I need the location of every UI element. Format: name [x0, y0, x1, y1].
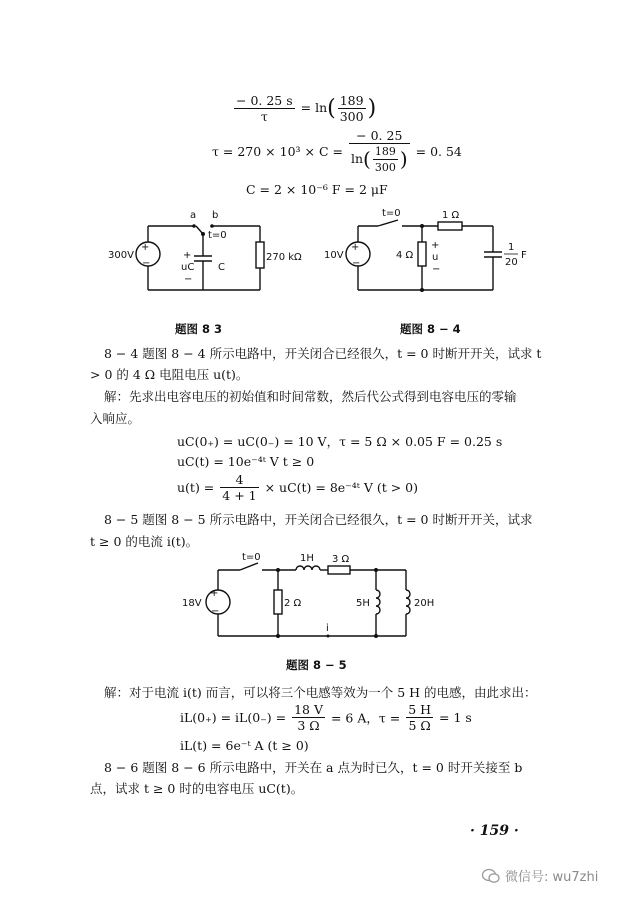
fig85-source-minus: −	[211, 606, 220, 617]
fig84-u-label: u	[432, 252, 439, 263]
eq2-inner-denominator: 300	[374, 161, 396, 174]
solution-8-4-line2: 入响应。	[90, 411, 141, 426]
fig85-switch-time: t=0	[242, 552, 261, 563]
sol85-num1: 18 V	[294, 702, 323, 717]
eqc-lhs: u(t) =	[177, 480, 215, 495]
fig85-source-label: 18V	[182, 598, 202, 609]
fig84-source-minus: −	[352, 258, 361, 269]
eqc-den: 4 + 1	[222, 488, 257, 503]
fig84-u-minus: −	[432, 264, 441, 275]
problem-8-4-line2: > 0 的 4 Ω 电阻电压 u(t)。	[90, 367, 249, 382]
fig84-res-series: 1 Ω	[442, 210, 460, 221]
fig83-switch-time: t=0	[208, 230, 227, 241]
figure-8-5	[178, 552, 448, 647]
figure-8-4	[318, 206, 553, 304]
solution-8-5-line1: 解：对于电流 i(t) 而言，可以将三个电感等效为一个 5 H 的电感，由此求出：	[104, 685, 537, 700]
solution-8-4-line1: 解：先求出电容电压的初始值和时间常数，然后代公式得到电容电压的零输	[104, 389, 517, 404]
problem-8-6-line2: 点，试求 t ≥ 0 时的电容电压 uC(t)。	[90, 781, 304, 796]
fig83-cap-plus: +	[183, 250, 192, 261]
eq1-ln-numerator: 189	[339, 93, 364, 108]
problem-8-5-line1: 8 − 5 题图 8 − 5 所示电路中，开关闭合已经很久，t = 0 时断开开关，试求	[104, 512, 533, 527]
fig84-cap-num: 1	[508, 242, 515, 253]
eq1-ln-denominator: 300	[339, 109, 364, 124]
figure-8-3	[100, 208, 302, 303]
sol85-den2: 5 Ω	[408, 718, 431, 733]
fig83-source-minus: −	[142, 258, 151, 269]
page-number: · 159 ·	[470, 823, 519, 839]
equation-3: C = 2 × 10⁻⁶ F = 2 μF	[246, 182, 388, 197]
fig83-switch-a: a	[190, 210, 197, 221]
solution-8-5-eq-a	[180, 702, 472, 733]
resistor-1ohm	[438, 222, 462, 230]
equation-2: τ = 270 × 10³ × C = − 0. 25 ln( $\frac{189}{300}$ ) = 0. 54	[212, 128, 462, 174]
fig85-source-plus: +	[210, 588, 219, 599]
fig84-source-label: 10V	[324, 250, 344, 261]
caption-fig-8-4: 题图 8 − 4	[400, 322, 461, 336]
eq2-inner-numerator: 189	[374, 145, 396, 158]
fig85-res-series: 3 Ω	[332, 554, 350, 565]
fig85-res-shunt: 2 Ω	[284, 598, 302, 609]
fig83-cap-label: C	[218, 262, 225, 273]
eq2-numerator: − 0. 25	[349, 128, 410, 144]
solution-8-4-eq-b: uC(t) = 10e⁻⁴ᵗ V t ≥ 0	[177, 454, 315, 469]
fig83-resistor-label: 270 kΩ	[266, 252, 302, 263]
caption-fig-8-5: 题图 8 − 5	[286, 658, 347, 672]
fig85-current: i	[326, 623, 329, 634]
eq2-lhs: τ = 270 × 10³ × C =	[212, 144, 343, 159]
fig84-cap-unit: F	[521, 250, 527, 261]
eqc-num: 4	[220, 472, 258, 488]
fig85-inductor-1h: 1H	[300, 553, 314, 564]
solution-8-4-eq-c	[177, 472, 418, 503]
fig84-source-plus: +	[351, 242, 360, 253]
solution-8-4-eq-a: uC(0₊) = uC(0₋) = 10 V，τ = 5 Ω × 0.05 F = 0.25 s	[177, 434, 503, 449]
wechat-watermark	[482, 866, 598, 885]
fig84-u-plus: +	[431, 240, 440, 251]
problem-8-4-line1: 8 − 4 题图 8 − 4 所示电路中，开关闭合已经很久，t = 0 时断开开关，试求 t	[104, 346, 542, 361]
watermark-text: 微信号: wu7zhi	[505, 870, 599, 885]
resistor-2ohm	[274, 590, 282, 614]
sol85-eqa-mid: = 6 A，τ =	[330, 710, 401, 726]
fig84-switch-time: t=0	[382, 208, 401, 219]
fig83-switch-b: b	[212, 210, 219, 221]
resistor-270k	[256, 242, 264, 268]
eq1-denominator: τ	[260, 109, 268, 124]
eq1-numerator: − 0. 25 s	[236, 93, 293, 108]
fig85-inductor-20h: 20H	[414, 598, 435, 609]
fig84-res-shunt: 4 Ω	[396, 250, 414, 261]
wechat-icon	[482, 868, 500, 884]
resistor-4ohm	[418, 242, 426, 266]
problem-8-6-line1: 8 − 6 题图 8 − 6 所示电路中，开关在 a 点为时已久，t = 0 时开关接至 b	[104, 760, 523, 775]
problem-8-5-line2: t ≥ 0 的电流 i(t)。	[90, 534, 199, 549]
eq1-ln: = ln	[300, 100, 328, 115]
sol85-eqa-lhs: iL(0₊) = iL(0₋) =	[180, 710, 287, 725]
eq2-ln: ln	[350, 151, 364, 166]
sol85-eqa-end: = 1 s	[439, 710, 472, 725]
fig84-cap-den: 20	[505, 257, 518, 268]
fig83-source-label: 300V	[108, 250, 134, 261]
fig83-cap-minus: −	[184, 274, 193, 285]
solution-8-5-eq-b: iL(t) = 6e⁻ᵗ A (t ≥ 0)	[180, 738, 309, 753]
caption-fig-8-3: 题图 8 3	[175, 322, 223, 336]
sol85-num2: 5 H	[408, 702, 432, 717]
fig85-inductor-5h: 5H	[356, 598, 370, 609]
equation-1: $\frac{- 0. 25 s}{\tau}$ = ln( $\frac{189}{300}$ )	[236, 93, 377, 124]
fig83-source-plus: +	[141, 242, 150, 253]
eqc-rhs: × uC(t) = 8e⁻⁴ᵗ V (t > 0)	[264, 480, 419, 495]
fig83-cap-voltage: uC	[181, 262, 195, 273]
sol85-den1: 3 Ω	[297, 718, 320, 733]
eq2-result: = 0. 54	[415, 144, 462, 159]
resistor-3ohm	[328, 566, 350, 574]
